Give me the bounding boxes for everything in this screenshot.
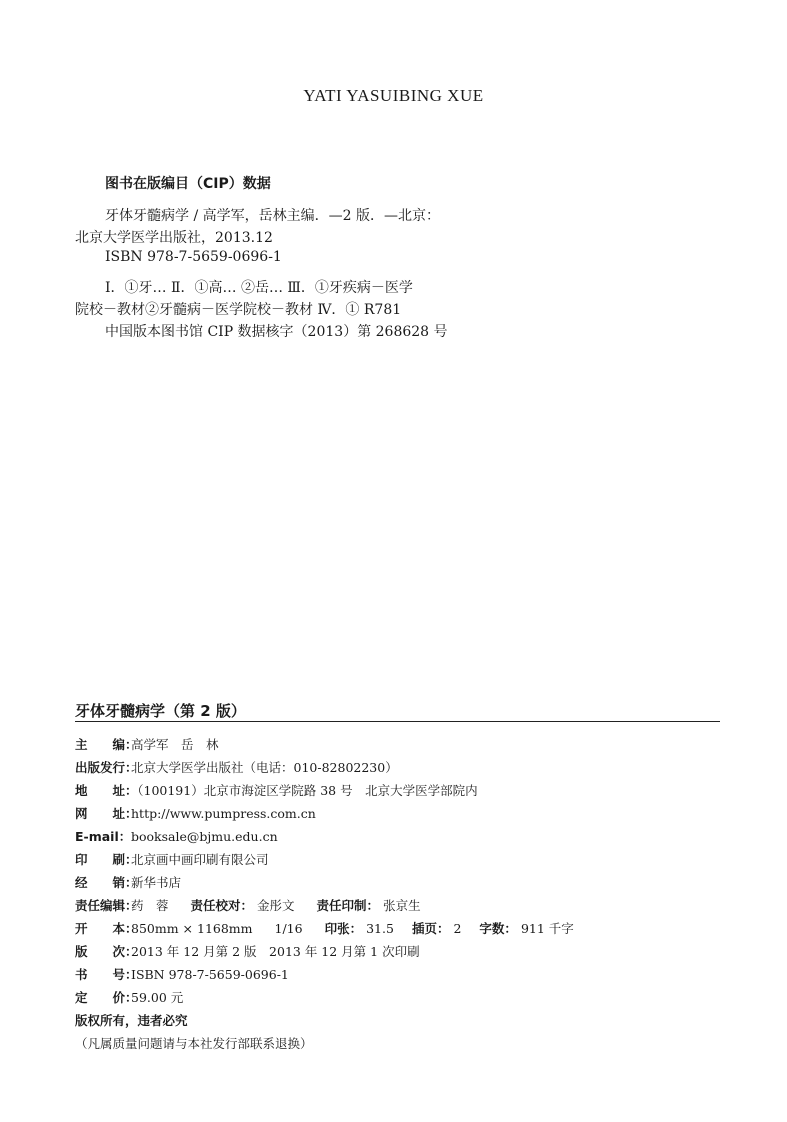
info-label: 网 址： bbox=[75, 806, 138, 821]
info-value: 2013 年 12 月第 2 版 2013 年 12 月第 1 次印刷 bbox=[131, 944, 420, 959]
info-value: 850mm × 1168mm bbox=[131, 921, 253, 936]
print-supervisor-value: 张京生 bbox=[383, 898, 421, 913]
info-label: E-mail： bbox=[75, 829, 132, 844]
info-publisher bbox=[75, 758, 398, 776]
info-edition bbox=[75, 942, 420, 960]
plates-label: 插页： bbox=[411, 921, 450, 936]
info-label: 定 价： bbox=[75, 990, 138, 1005]
info-value: （100191）北京市海淀区学院路 38 号 北京大学医学部院内 bbox=[131, 783, 478, 798]
info-printer bbox=[75, 850, 269, 868]
words-value: 911 千字 bbox=[520, 921, 574, 936]
email-link[interactable]: booksale@bjmu.edu.cn bbox=[131, 829, 278, 844]
info-value: 药 蓉 bbox=[131, 898, 169, 913]
proofreader-label: 责任校对： bbox=[190, 898, 254, 913]
sheets-value: 31.5 bbox=[366, 921, 394, 936]
info-label: 出版发行： bbox=[75, 760, 138, 775]
cip-line: 中国版本图书馆 CIP 数据核字（2013）第 268628 号 bbox=[105, 324, 448, 340]
info-value: 高学军 岳 林 bbox=[131, 737, 219, 752]
fold-value: 1/16 bbox=[274, 921, 303, 936]
cip-line: 院校－教材②牙髓病－医学院校－教材 Ⅳ．① R781 bbox=[75, 302, 402, 318]
info-label: 责任编辑： bbox=[75, 898, 138, 913]
info-value: 新华书店 bbox=[131, 875, 182, 890]
returns-notice: （凡属质量问题请与本社发行部联系退换） bbox=[75, 1036, 313, 1051]
info-label: 版 次： bbox=[75, 944, 138, 959]
info-editor bbox=[75, 735, 219, 753]
info-format bbox=[75, 919, 574, 937]
pinyin-title: YATI YASUIBING XUE bbox=[303, 86, 484, 105]
info-email bbox=[75, 827, 278, 845]
words-label: 字数： bbox=[479, 921, 517, 936]
info-distributor bbox=[75, 873, 181, 891]
info-isbn bbox=[75, 965, 289, 983]
plates-value: 2 bbox=[453, 921, 462, 936]
sheets-label: 印张： bbox=[324, 921, 363, 936]
proofreader-value: 金彤文 bbox=[257, 898, 295, 913]
rights-notice: 版权所有，违者必究 bbox=[75, 1013, 188, 1028]
info-website bbox=[75, 804, 316, 822]
info-address bbox=[75, 781, 478, 799]
cip-line: ISBN 978-7-5659-0696-1 bbox=[105, 249, 282, 265]
info-label: 主 编： bbox=[75, 737, 138, 752]
book-title: 牙体牙髓病学（第 2 版） bbox=[75, 702, 246, 720]
info-value: 北京画中画印刷有限公司 bbox=[131, 852, 269, 867]
info-value: 59.00 元 bbox=[131, 990, 184, 1005]
website-link[interactable]: http://www.pumpress.com.cn bbox=[131, 806, 316, 821]
info-label: 经 销： bbox=[75, 875, 138, 890]
cip-line: 北京大学医学出版社，2013.12 bbox=[75, 230, 273, 246]
info-label: 书 号： bbox=[75, 967, 138, 982]
cip-line: Ⅰ．①牙… Ⅱ．①高… ②岳… Ⅲ．①牙疾病－医学 bbox=[105, 280, 413, 296]
info-staff bbox=[75, 896, 421, 914]
cip-line: 牙体牙髓病学 / 高学军，岳林主编．—2 版．—北京： bbox=[105, 208, 440, 224]
title-rule bbox=[75, 721, 720, 722]
print-supervisor-label: 责任印制： bbox=[316, 898, 380, 913]
info-price bbox=[75, 988, 183, 1006]
info-label: 开 本： bbox=[75, 921, 138, 936]
info-value: 北京大学医学出版社（电话：010-82802230） bbox=[131, 760, 398, 775]
info-label: 地 址： bbox=[75, 783, 138, 798]
cip-heading: 图书在版编目（CIP）数据 bbox=[105, 176, 271, 192]
info-value: ISBN 978-7-5659-0696-1 bbox=[131, 967, 289, 982]
info-label: 印 刷： bbox=[75, 852, 138, 867]
